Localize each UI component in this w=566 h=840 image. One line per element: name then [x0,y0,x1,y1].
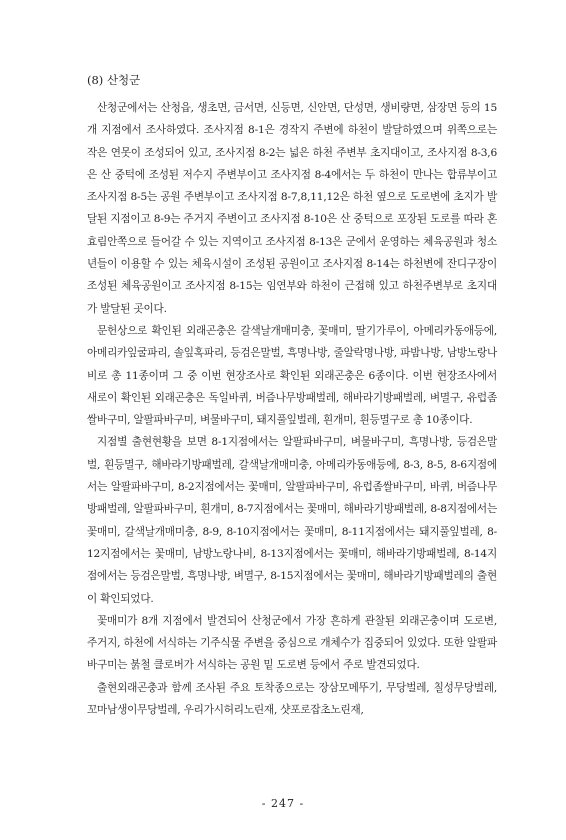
paragraph-site-occurrence: 지점별 출현현황을 보면 8-1지점에서는 알팔파바구미, 벼물바구미, 흑명나방, 등검은말벌, 흰등멸구, 해바라기방패벌레, 갈색날개매미충, 아메리카동애등에, 8-3, 8-5, 8-6지점에서는 알팔파바구미, 8-2지점에서는 꽃매미, 알팔파바구미, 유럽좀쌀바구미, 바퀴, 버즘나무방패벌레, 알팔파바구미, 흰개미, 8-7지점에서는 꽃매미, 해바라기방패벌레, 8-8지점에서는 꽃매미, 갈색날개매미충, 8-9, 8-10지점에서는 꽃매미, 8-11지점에서는 돼지풀잎벌레, 8-12지점에서는 꽃매미, 남방노랑나비, 8-13지점에서는 꽃매미, 해바라기방패벌레, 8-14지점에서는 등검은말벌, 흑명나방, 벼멸구, 8-15지점에서는 꽃매미, 해바라기방패벌레의 출현이 확인되었다. [87,436,497,605]
paragraph-confirmed-insects: 문헌상으로 확인된 외래곤충은 갈색날개매미충, 꽃매미, 딸기가루이, 아메리카동애등에, 아메리카잎굴파리, 솔잎혹파리, 등검은말벌, 흑명나방, 줄알락명나방, 파밤나방, 남방노랑나비로 총 11종이며 그 중 이번 현장조사로 확인된 외래곤충은 6종이다. 이번 현장조사에서 새로이 확인된 외래곤충은 독일바퀴, 버즘나무방패벌레, 해바라기방패벌레, 벼멸구, 유럽좀쌀바구미, 알팔파바구미, 벼물바구미, 돼지풀잎벌레, 흰개미, 흰등멸구로 총 10종이다. [87,324,497,427]
section-heading: (8) 산청군 [87,73,141,87]
page-number: - 247 - [261,797,305,810]
paragraph-survey-sites: 산청군에서는 산청읍, 생초면, 금서면, 신등면, 신안면, 단성면, 생비량면, 삼장면 등의 15개 지점에서 조사하였다. 조사지점 8-1은 경작지 주변에 하천이 발달하였으며 위쪽으로는 작은 연못이 조성되어 있고, 조사지점 8-2는 넓은 하천 주변부 초지대이고, 조사지점 8-3,6은 산 중턱에 조성된 저수지 주변부이고 조사지점 8-4에서는 두 하천이 만나는 합류부이고 조사지점 8-5는 공원 주변부이고 조사지점 8-7,8,11,12은 하천 옆으로 도로변에 초지가 발달된 지점이고 8-9는 주거지 주변이고 조사지점 8-10은 산 중턱으로 포장된 도로를 따라 혼효림안쪽으로 들어갈 수 있는 지역이고 조사지점 8-13은 군에서 운영하는 체육공원과 청소년들이 이용할 수 있는 체육시설이 조성된 공원이고 조사지점 8-14는 하천변에 잔디구장이 조성된 체육공원이고 조사지점 8-15는 임연부와 하천이 근접해 있고 하천주변부로 초지대가 발달된 곳이다. [87,102,497,315]
document-body [87,72,497,721]
paragraph-lanternfly: 꽃매미가 8개 지점에서 발견되어 산청군에서 가장 흔하게 관찰된 외래곤충이며 도로변, 주거지, 하천에 서식하는 기주식물 주변을 중심으로 개체수가 집중되어 있었다. 또한 알팔파바구미는 붉철 클로버가 서식하는 공원 밑 도로변 등에서 주로 발견되었다. [87,614,497,672]
paragraph-native-species: 출현외래곤충과 함께 조사된 주요 토착종으로는 장삼모메뚜기, 무당벌레, 칠성무당벌레, 꼬마남생이무당벌레, 우리가시허리노린재, 샷포로잡초노린재, [87,681,497,717]
